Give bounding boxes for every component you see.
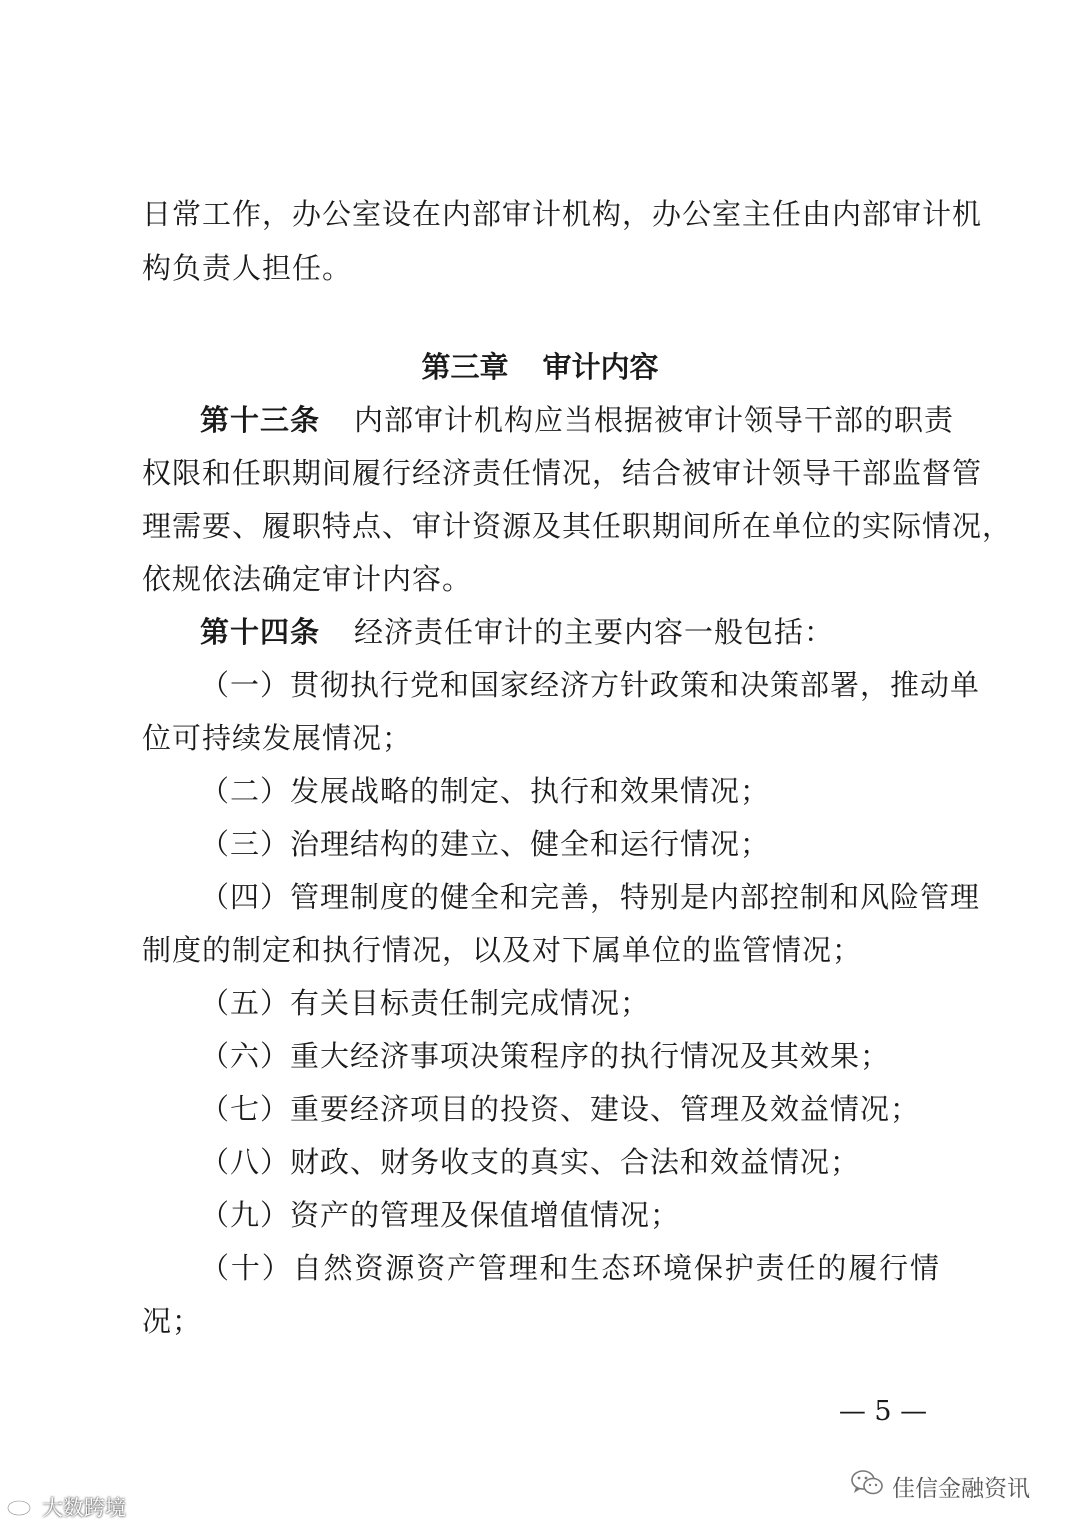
article-13-line-4: 依规依法确定审计内容。 xyxy=(142,562,473,596)
item-3: （三）治理结构的建立、健全和运行情况； xyxy=(200,827,771,861)
item-1-line-2: 位可持续发展情况； xyxy=(142,721,413,755)
article-13-label: 第十三条 xyxy=(200,403,321,437)
article-14-intro: 经济责任审计的主要内容一般包括： xyxy=(354,615,835,649)
watermark-left-text: 大数跨境 xyxy=(42,1496,126,1520)
item-8: （八）财政、财务收支的真实、合法和效益情况； xyxy=(200,1145,861,1179)
watermark-right-text: 佳信金融资讯 xyxy=(892,1475,1030,1502)
watermark-left xyxy=(6,1492,126,1522)
chapter-number: 第三章 xyxy=(421,350,509,384)
item-9: （九）资产的管理及保值增值情况； xyxy=(200,1198,681,1232)
item-1-line-1: （一）贯彻执行党和国家经济方针政策和决策部署，推动单 xyxy=(200,668,981,702)
watermark-right xyxy=(850,1468,1030,1504)
page-number: — 5 — xyxy=(838,1396,928,1427)
item-6: （六）重大经济事项决策程序的执行情况及其效果； xyxy=(200,1039,891,1073)
wechat-icon xyxy=(850,1468,884,1504)
item-10-line-1: （十）自然资源资产管理和生态环境保护责任的履行情 xyxy=(200,1251,940,1285)
chapter-title xyxy=(0,347,1080,387)
item-2: （二）发展战略的制定、执行和效果情况； xyxy=(200,774,771,808)
continuation-line-1: 日常工作，办公室设在内部审计机构，办公室主任由内部审计机 xyxy=(142,197,983,231)
article-13-first-line xyxy=(200,400,955,440)
article-13-line-2: 权限和任职期间履行经济责任情况，结合被审计领导干部监督管 xyxy=(142,456,983,490)
item-4-line-2: 制度的制定和执行情况，以及对下属单位的监管情况； xyxy=(142,933,863,967)
article-13-line-3: 理需要、履职特点、审计资源及其任职期间所在单位的实际情况， xyxy=(142,509,1013,543)
article-14-first-line xyxy=(200,612,940,652)
item-7: （七）重要经济项目的投资、建设、管理及效益情况； xyxy=(200,1092,921,1126)
item-4-line-1: （四）管理制度的健全和完善，特别是内部控制和风险管理 xyxy=(200,880,981,914)
item-5: （五）有关目标责任制完成情况； xyxy=(200,986,651,1020)
weibo-icon xyxy=(6,1493,38,1522)
article-13-text: 内部审计机构应当根据被审计领导干部的职责 xyxy=(354,403,955,437)
chapter-name: 审计内容 xyxy=(542,350,659,384)
article-14-label: 第十四条 xyxy=(200,615,321,649)
item-10-line-2: 况； xyxy=(142,1304,203,1338)
continuation-line-2: 构负责人担任。 xyxy=(142,251,353,285)
